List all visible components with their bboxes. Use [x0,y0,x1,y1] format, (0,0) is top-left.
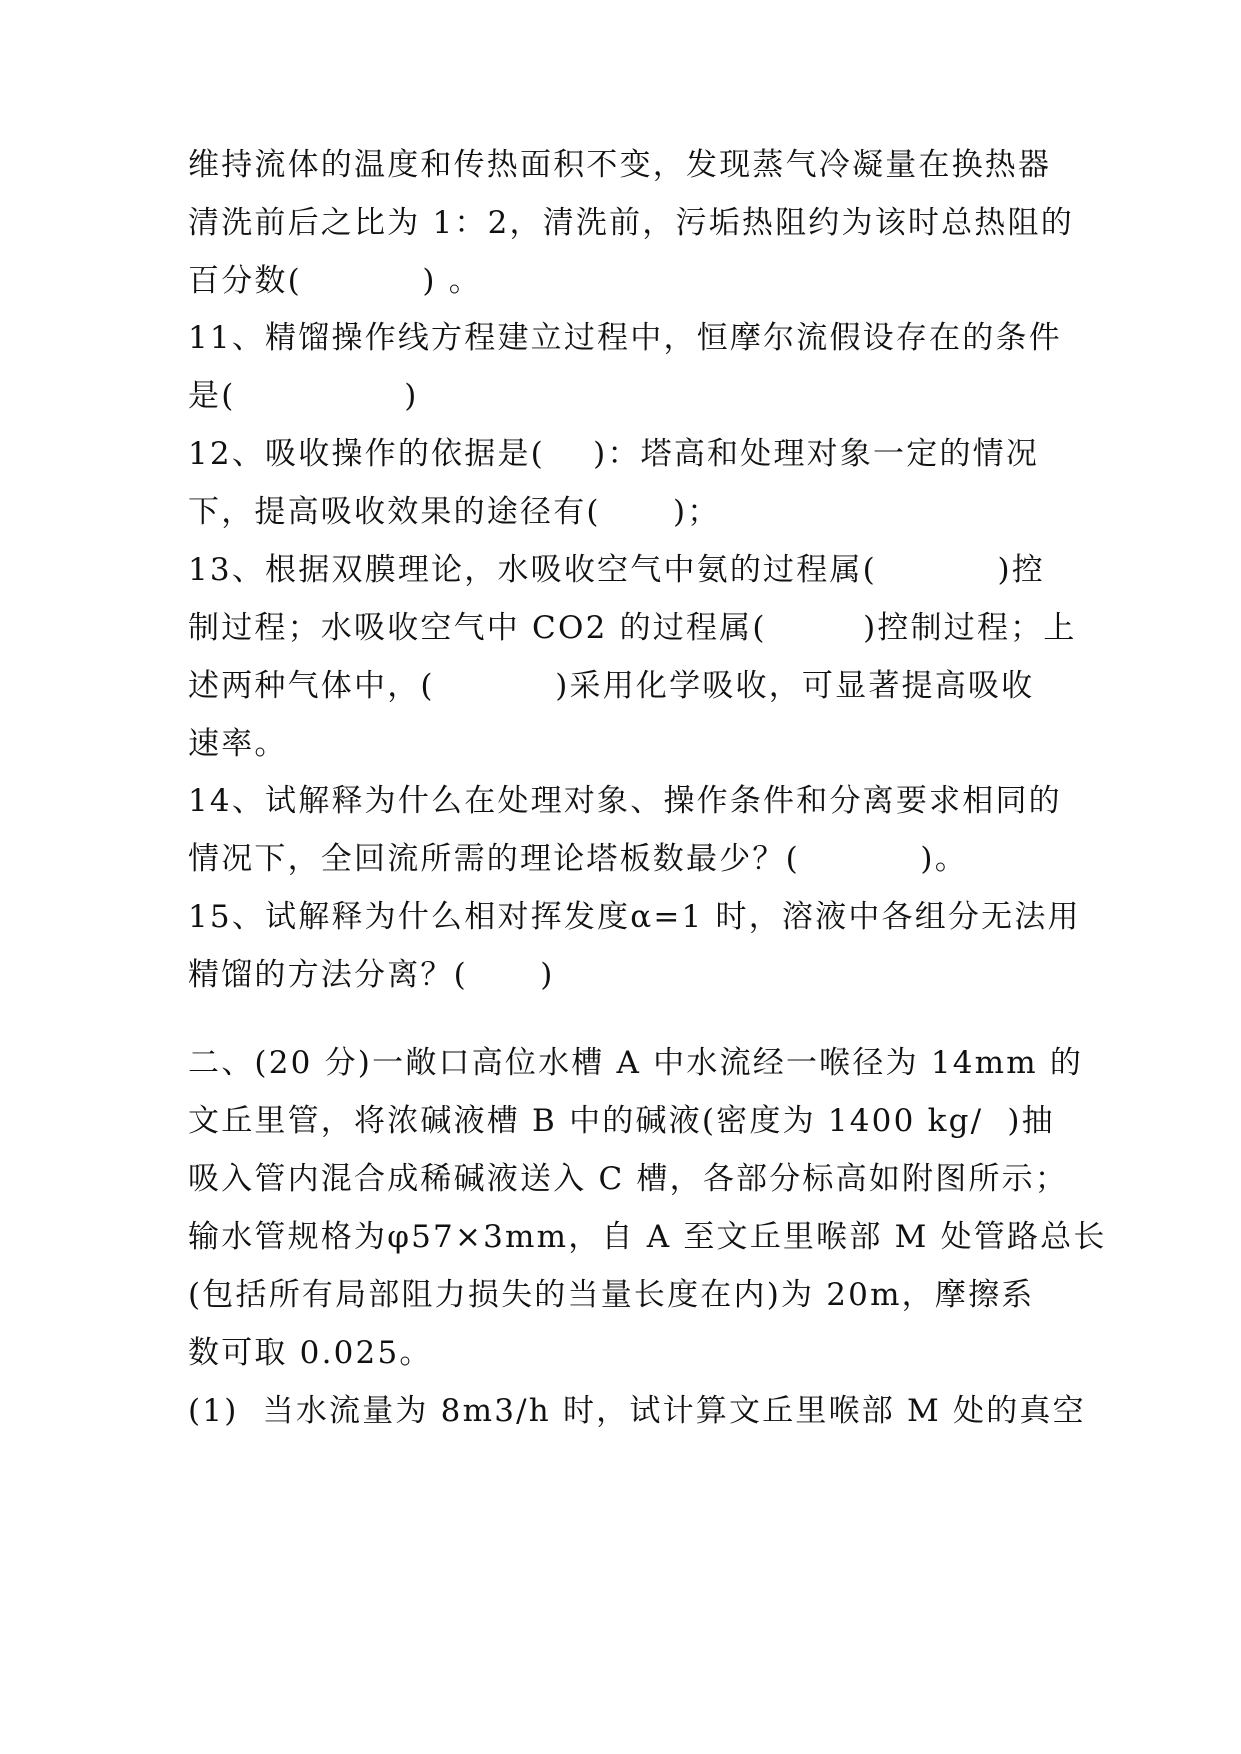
text-line: 制过程；水吸收空气中 CO2 的过程属( )控制过程；上 [188,610,1077,646]
section-two-line: 二、(20 分)一敞口高位水槽 A 中水流经一喉径为 14mm 的 [188,1045,1084,1081]
question-14-line: 14、试解释为什么在处理对象、操作条件和分离要求相同的 [188,783,1062,819]
text-line: 清洗前后之比为 1：2，清洗前，污垢热阻约为该时总热阻的 [188,205,1074,241]
text-line: 述两种气体中，( )采用化学吸收，可显著提高吸收 [188,668,1035,704]
question-13-line: 13、根据双膜理论，水吸收空气中氨的过程属( )控 [188,552,1045,588]
text-line: 输水管规格为φ57×3mm，自 A 至文丘里喉部 M 处管路总长 [188,1219,1107,1255]
text-line: 文丘里管，将浓碱液槽 B 中的碱液(密度为 1400 kg/ )抽 [188,1103,1055,1139]
text-line: 吸入管内混合成稀碱液送入 C 槽，各部分标高如附图所示； [188,1161,1069,1197]
question-11-line: 11、精馏操作线方程建立过程中，恒摩尔流假设存在的条件 [188,320,1062,356]
sub-question-1-line: (1) 当水流量为 8m3/h 时，试计算文丘里喉部 M 处的真空 [188,1393,1086,1429]
text-line: 是( ) [188,378,419,414]
text-line: 百分数( ) 。 [188,263,482,299]
text-line: 情况下，全回流所需的理论塔板数最少？( )。 [188,841,968,877]
text-line: 速率。 [188,726,288,762]
question-12-line: 12、吸收操作的依据是( )：塔高和处理对象一定的情况 [188,436,1040,472]
question-15-line: 15、试解释为什么相对挥发度α=1 时，溶液中各组分无法用 [188,899,1081,935]
text-line: 下，提高吸收效果的途径有( )； [188,494,721,530]
text-line: 维持流体的温度和传热面积不变，发现蒸气冷凝量在换热器 [188,147,1052,183]
text-line: 精馏的方法分离？( ) [188,957,555,993]
text-line: (包括所有局部阻力损失的当量长度在内)为 20m，摩擦系 [188,1277,1035,1313]
text-line: 数可取 0.025。 [188,1335,433,1371]
